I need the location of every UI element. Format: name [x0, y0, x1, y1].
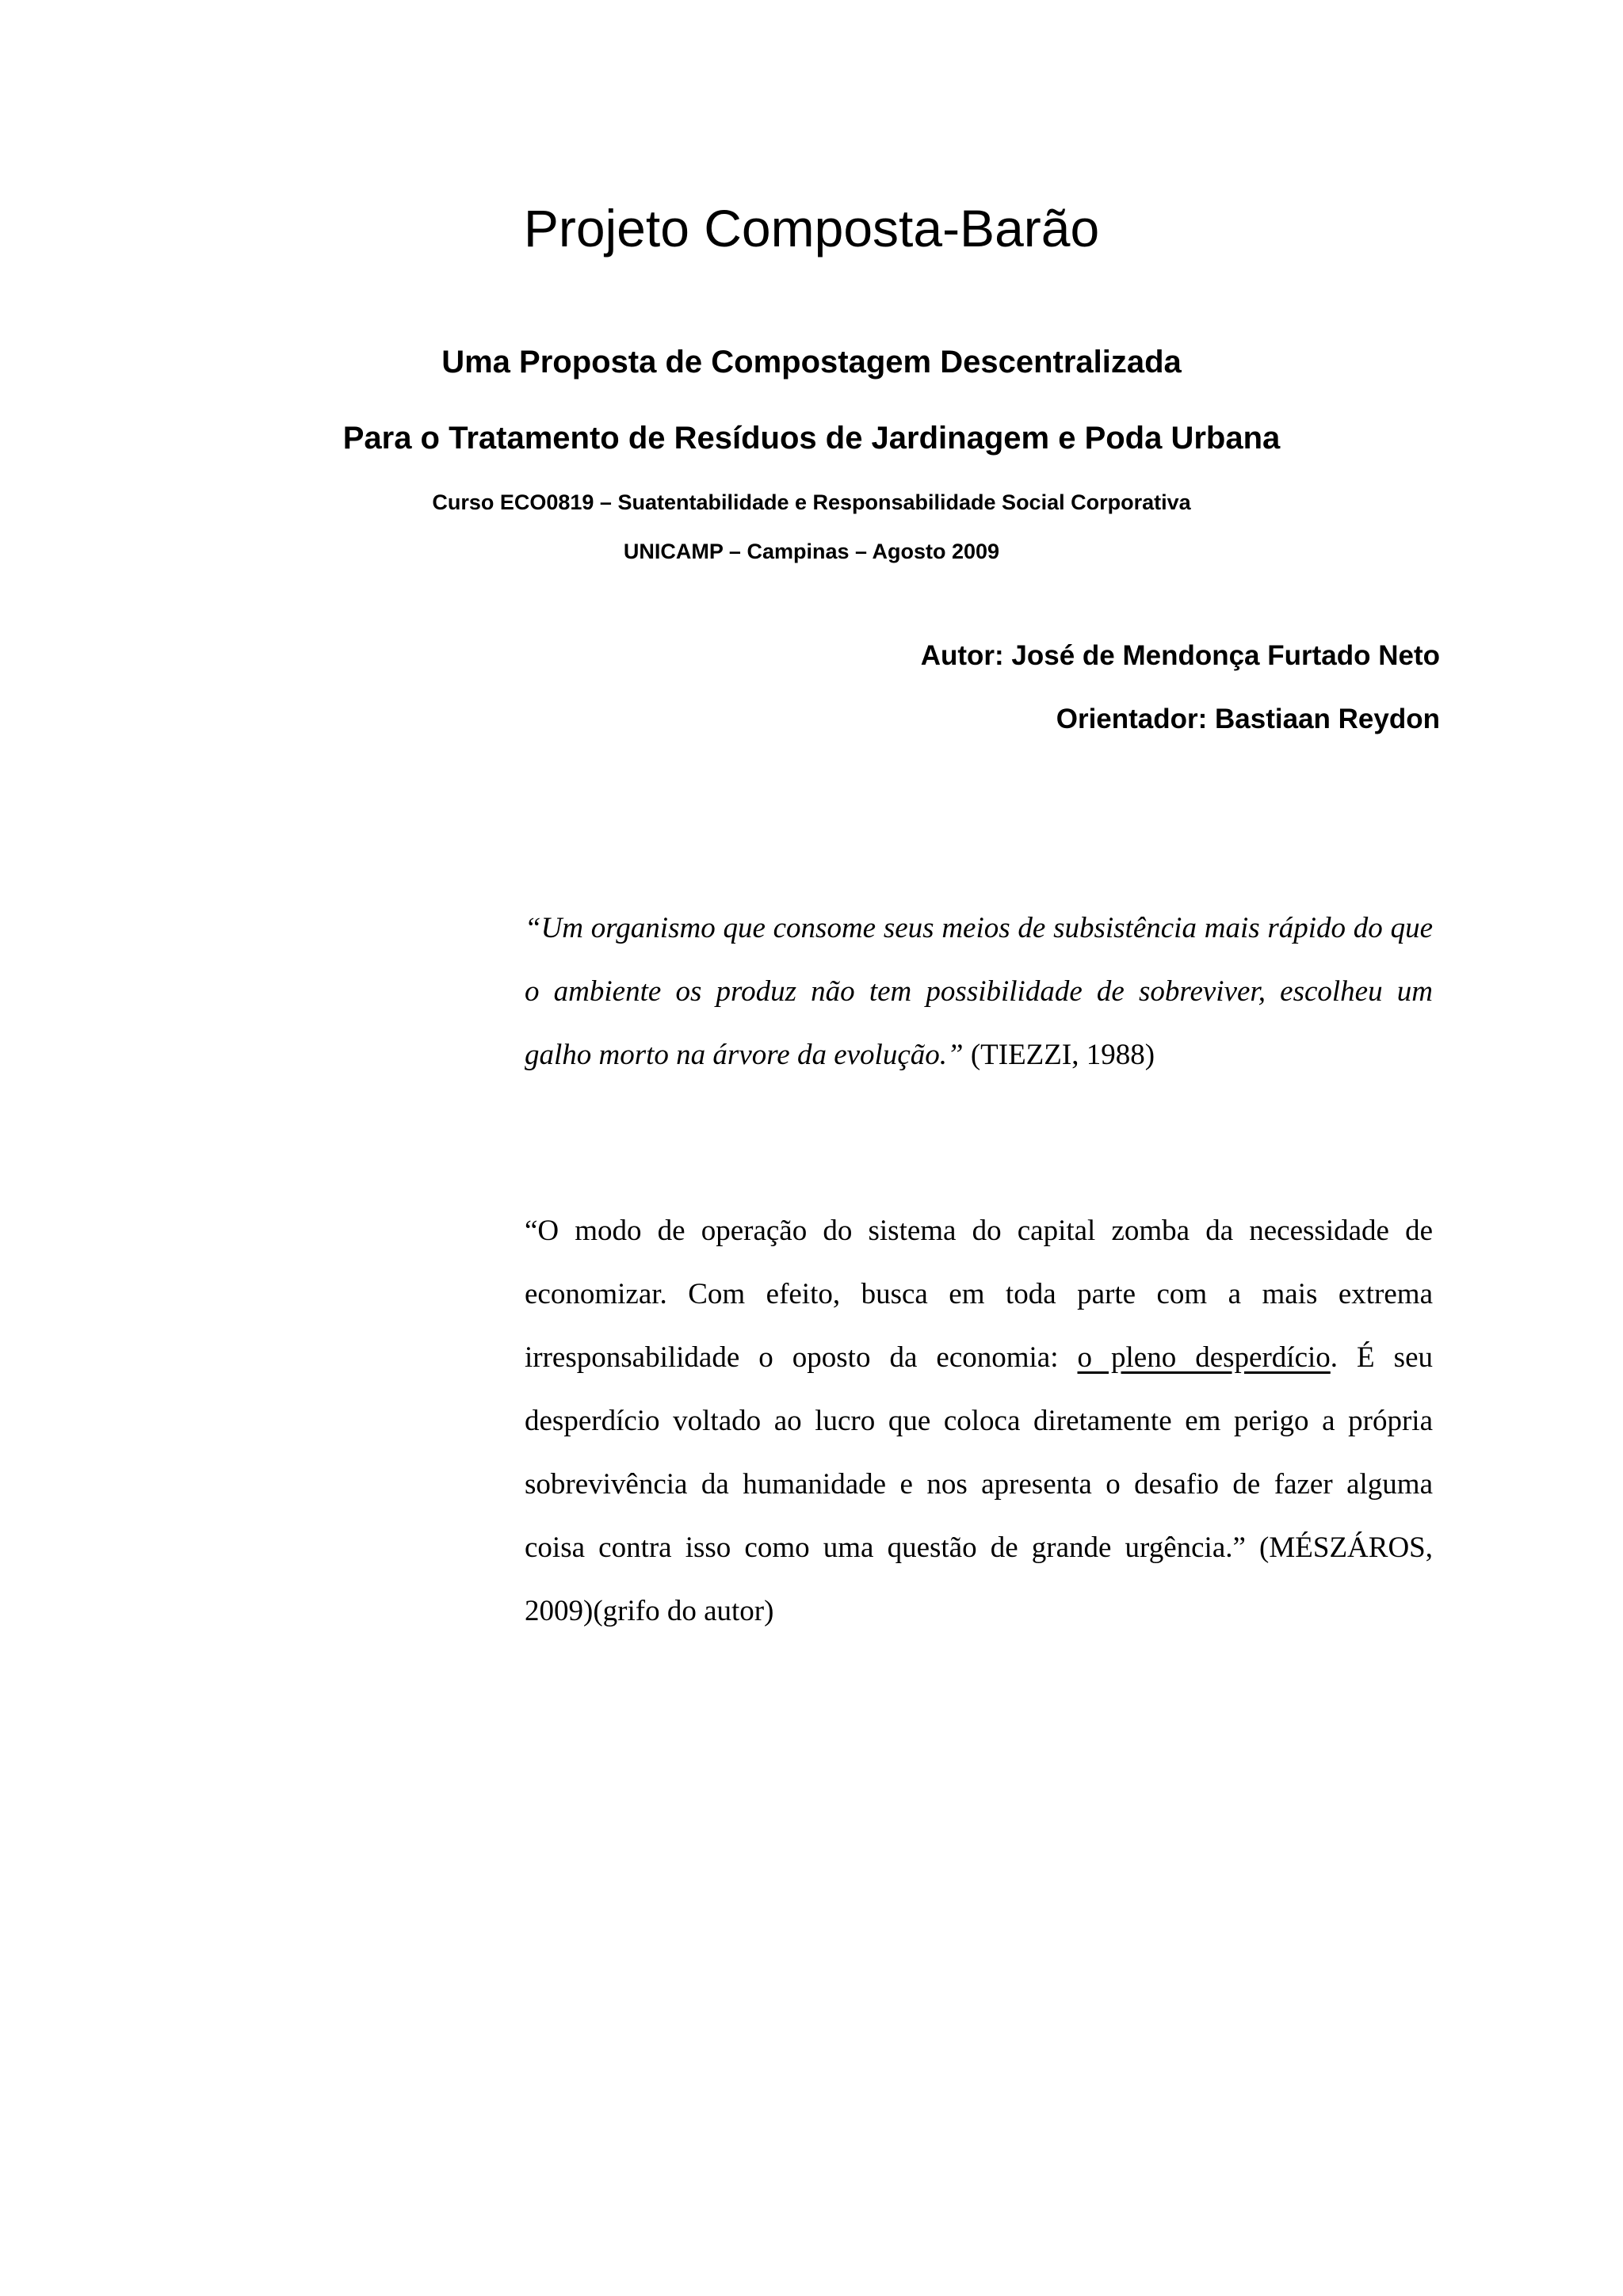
institution-date: UNICAMP – Campinas – Agosto 2009: [623, 540, 1000, 563]
epigraph-meszaros: [525, 1199, 1433, 1643]
epigraph-tiezzi: [525, 897, 1433, 1087]
epigraph-meszaros-quote-start: “O modo de operação do sistema do capital zomba da necessidade de economizar. Com efeito, busca em toda parte com a mais extrema irresponsabilidade o oposto da economia:: [525, 1215, 1433, 1374]
epigraph-tiezzi-quote: “Um organismo que consome seus meios de subsistência mais rápido do que o ambiente os produz não tem possibilidade de sobreviver, escolheu um galho morto na árvore da evolução.”: [525, 912, 1433, 1071]
course-info: Curso ECO0819 – Suatentabilidade e Responsabilidade Social Corporativa: [432, 490, 1191, 514]
author-credit: Autor: José de Mendonça Furtado Neto: [920, 640, 1440, 671]
subtitle-line-2: Para o Tratamento de Resíduos de Jardinagem e Poda Urbana: [342, 421, 1281, 456]
epigraph-meszaros-underlined: o pleno desperdício: [1077, 1341, 1331, 1374]
epigraph-tiezzi-citation: (TIEZZI, 1988): [963, 1039, 1155, 1071]
subtitle-line-1: Uma Proposta de Compostagem Descentralizada: [441, 345, 1182, 379]
document-title: Projeto Composta-Barão: [523, 199, 1100, 257]
advisor-credit: Orientador: Bastiaan Reydon: [1056, 704, 1440, 734]
epigraph-meszaros-quote-end: . É seu desperdício voltado ao lucro que coloca diretamente em perigo a própria sobrevivência da humanidade e nos apresenta o desafio de fazer alguma coisa contra isso como uma questão de grande urgência.” (MÉSZÁROS, 2009)(grifo do autor): [525, 1341, 1433, 1627]
